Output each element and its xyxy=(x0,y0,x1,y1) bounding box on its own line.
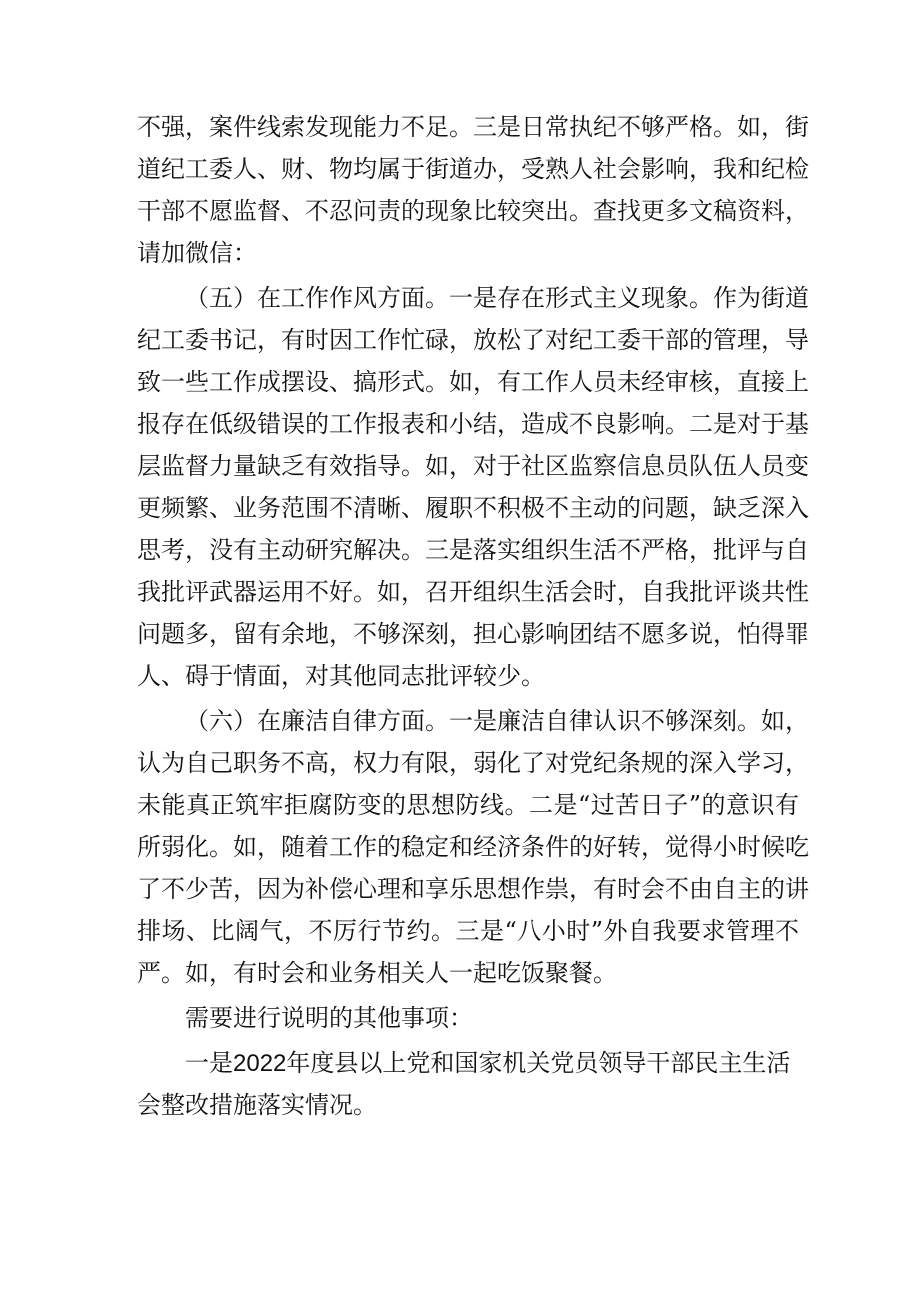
other-matters-heading: 需要进行说明的其他事项： xyxy=(185,1004,473,1032)
text-line: 不强，案件线索发现能力不足。三是日常执纪不够严格。如，街 xyxy=(137,113,809,141)
text-line: 严。如，有时会和业务相关人一起吃饭聚餐。 xyxy=(137,959,617,987)
year-number: 2022 xyxy=(233,1050,287,1077)
text-line: 所弱化。如，随着工作的稳定和经济条件的好转，觉得小时候吃 xyxy=(137,833,809,861)
item-one-prefix: 一是 xyxy=(185,1049,233,1077)
item-one-line xyxy=(137,1042,799,1084)
text-line: 干部不愿监督、不忍问责的现象比较突出。查找更多文稿资料， xyxy=(137,197,809,225)
text-line: 更频繁、业务范围不清晰、履职不积极不主动的问题，缺乏深入 xyxy=(137,494,809,522)
paragraph-six-start: （六）在廉洁自律方面。一是廉洁自律认识不够深刻。如， xyxy=(185,707,809,735)
text-line: 未能真正筑牢拒腐防变的思想防线。二是“过苦日子”的意识有 xyxy=(137,791,799,819)
item-one-text: 年度县以上党和国家机关党员领导干部民主生活 xyxy=(286,1049,791,1077)
text-line: 纪工委书记，有时因工作忙碌，放松了对纪工委干部的管理，导 xyxy=(137,326,809,354)
document-body xyxy=(137,106,809,1126)
paragraph-five-start: （五）在工作作风方面。一是存在形式主义现象。作为街道 xyxy=(185,284,809,312)
text-line: 致一些工作成摆设、搞形式。如，有工作人员未经审核，直接上 xyxy=(137,368,809,396)
text-line: 层监督力量缺乏有效指导。如，对于社区监察信息员队伍人员变 xyxy=(137,452,809,480)
text-line: 认为自己职务不高，权力有限，弱化了对党纪条规的深入学习， xyxy=(137,749,809,777)
text-line: 请加微信： xyxy=(137,239,257,267)
text-line: 我批评武器运用不好。如，召开组织生活会时，自我批评谈共性 xyxy=(137,578,809,606)
text-line: 思考，没有主动研究解决。三是落实组织生活不严格，批评与自 xyxy=(137,536,809,564)
text-line: 报存在低级错误的工作报表和小结，造成不良影响。二是对于基 xyxy=(137,410,809,438)
text-line: 了不少苦，因为补偿心理和享乐思想作祟，有时会不由自主的讲 xyxy=(137,875,809,903)
text-line: 会整改措施落实情况。 xyxy=(137,1091,377,1119)
text-line: 排场、比阔气，不厉行节约。三是“八小时”外自我要求管理不 xyxy=(137,917,799,945)
text-line: 人、碍于情面，对其他同志批评较少。 xyxy=(137,662,545,690)
text-line: 道纪工委人、财、物均属于街道办，受熟人社会影响，我和纪检 xyxy=(137,155,809,183)
text-line: 问题多，留有余地，不够深刻，担心影响团结不愿多说，怕得罪 xyxy=(137,620,809,648)
